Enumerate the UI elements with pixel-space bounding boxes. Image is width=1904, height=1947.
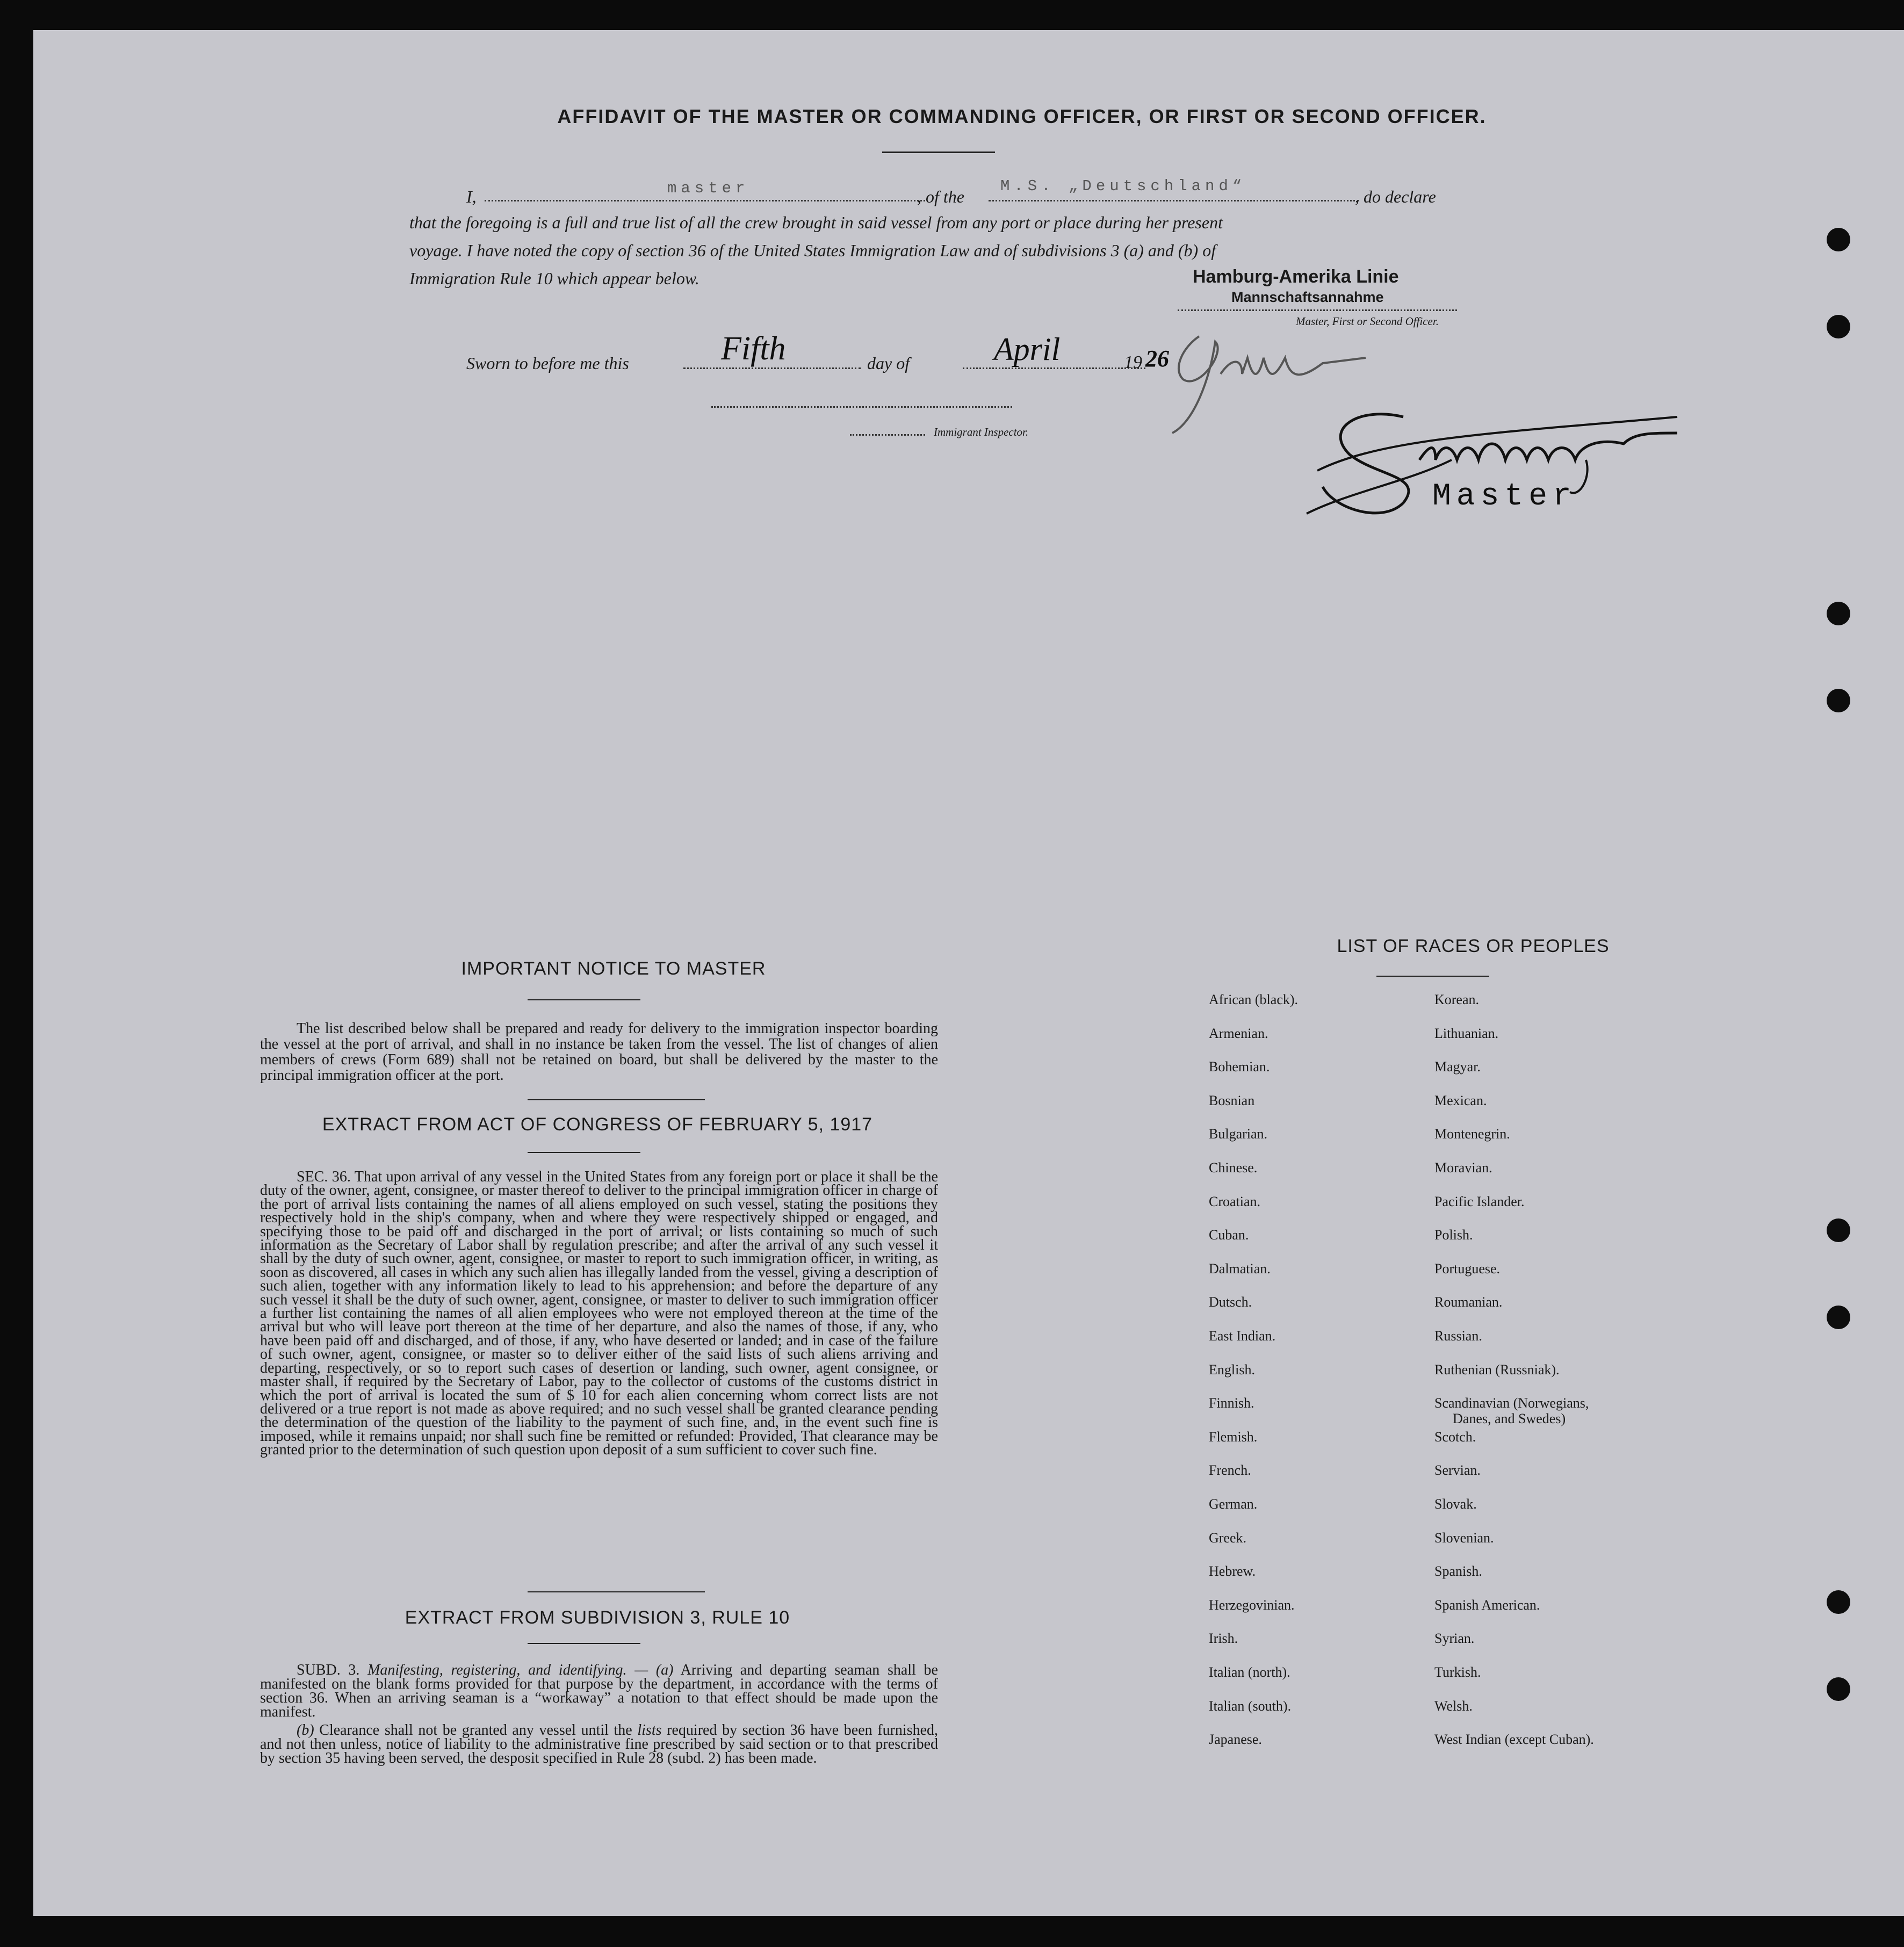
race-right-item: Montenegrin.: [1434, 1126, 1510, 1142]
punch-hole: [1827, 1590, 1850, 1614]
race-right-item: Portuguese.: [1434, 1260, 1501, 1277]
race-right-item: Scotch.: [1434, 1429, 1476, 1445]
subd-b-text-1: Clearance shall not be granted any vessel until the: [319, 1722, 632, 1739]
punch-hole: [1827, 602, 1850, 625]
race-right-item: Scandinavian (Norwegians,: [1434, 1395, 1589, 1411]
notice-heading: IMPORTANT NOTICE TO MASTER: [461, 958, 766, 979]
race-left-item: Italian (south).: [1209, 1698, 1292, 1714]
sworn-mid: day of: [867, 354, 910, 373]
act-rule: [528, 1152, 640, 1153]
race-right-item: Pacific Islander.: [1434, 1193, 1525, 1209]
race-right-item: Polish.: [1434, 1227, 1473, 1243]
act-top-rule: [528, 1099, 705, 1100]
race-scandinavian-cont: Danes, and Swedes): [1453, 1411, 1566, 1426]
race-left-item: Italian (north).: [1209, 1664, 1290, 1680]
heading-rule: [882, 152, 995, 153]
race-left-item: Finnish.: [1209, 1395, 1254, 1411]
race-right-item: Turkish.: [1434, 1664, 1481, 1680]
race-left-item: Chinese.: [1209, 1160, 1258, 1176]
affidavit-heading: AFFIDAVIT OF THE MASTER OR COMMANDING OFFICER, OR FIRST OR SECOND OFFICER.: [557, 105, 1487, 127]
sworn-day: Fifth: [721, 330, 786, 367]
race-left-item: Irish.: [1209, 1631, 1238, 1647]
race-right-item: Mexican.: [1434, 1092, 1487, 1108]
race-right-item: Spanish.: [1434, 1563, 1482, 1580]
sworn-year-prefix: 19: [1124, 352, 1142, 372]
sworn-month: April: [994, 331, 1061, 367]
race-left-item: German.: [1209, 1496, 1258, 1512]
race-right-item: Lithuanian.: [1434, 1025, 1499, 1041]
punch-hole: [1827, 228, 1850, 251]
name-blank: [485, 200, 925, 201]
subd-a-text: Arriving and departing seaman shall be manifested on the blank forms provided for that purpose by the department, in accordance with the terms of section 36. When an arriving seaman is a “workaway” a notation to that effect should be made upon the manifest.: [260, 1662, 938, 1720]
race-left-item: Bulgarian.: [1209, 1126, 1268, 1142]
rule-top-rule: [528, 1591, 705, 1592]
act-text: SEC. 36. That upon arrival of any vessel in the United States from any foreign port or place it shall be the duty of the owner, agent, consignee, or master thereof to deliver to the principal immigration officer in charge of the port of arrival lists containing the names of all aliens employed on such vessel, stating the positions they respectively hold in the ship's company, when and where they were respectively shipped or engaged, and specifying those to be paid off and discharged in the port of arrival; or lists containing so much of such information as the Secretary of Labor shall by regulation prescribe; and after the arrival of any such vessel it shall by the duty of such owner, agent, consignee, or master to report to such immigration officer, in writing, as soon as discovered, all cases in which any such alien has illegally landed from the vessel, giving a description of such alien, together with any information likely to lead to his apprehension; and before the departure of any such vessel it shall be the duty of such owner, agent, consignee, or master to deliver to such immigration officer a further list containing the names of all alien employees who were not employed thereon at the time of the arrival but who will leave port thereon at the time of her departure, and also the names of those, if any, who have been paid off and discharged, and of those, if any, who have deserted or landed; and in case of the failure of such owner, agent, consignee, or master so to deliver either of the said lists of such aliens arriving and departing, respectively, or so to report such cases of desertion or landing, such owner, agent consignee, or master shall, if required by the Secretary of Labor, pay to the collector of customs of the customs district in which the port of arrival is located the sum of $ 10 for each alien concerning whom correct lists are not delivered or a true report is not made as above required; and no such vessel shall be granted clearance pending the determination of the question of the liability to the payment of such fine, and, in the event such fine is imposed, while it remains unpaid; nor shall such fine be remitted or refunded: Provided, That clearance may be granted prior to the determination of such question upon deposit of a sum sufficient to cover such fine.: [260, 1169, 938, 1459]
subd-a-label: SUBD. 3.: [297, 1662, 360, 1678]
inspector-caption: Immigrant Inspector.: [934, 426, 1029, 438]
affidavit-line1-pre: I,: [466, 187, 477, 206]
race-left-item: Bohemian.: [1209, 1059, 1270, 1075]
subd-b-word: lists: [637, 1722, 662, 1739]
company-stamp-line2: Mannschaftsannahme: [1231, 289, 1384, 305]
document-page: [33, 30, 1904, 1916]
race-right-item: Roumanian.: [1434, 1294, 1503, 1310]
punch-hole: [1827, 1218, 1850, 1242]
races-heading: LIST OF RACES OR PEOPLES: [1337, 936, 1610, 956]
subd-b-label: (b): [297, 1722, 314, 1739]
notice-rule: [528, 999, 640, 1000]
race-right-item: Russian.: [1434, 1328, 1482, 1344]
rule-heading-rule: [528, 1643, 640, 1644]
race-left-item: Greek.: [1209, 1530, 1247, 1546]
race-left-item: Bosnian: [1209, 1092, 1255, 1108]
race-left-item: English.: [1209, 1361, 1255, 1378]
sworn-year-suffix: 26: [1145, 345, 1169, 372]
inspector-blank: [850, 434, 925, 436]
race-left-item: Dalmatian.: [1209, 1260, 1271, 1277]
race-left-item: French.: [1209, 1462, 1251, 1479]
race-left-item: East Indian.: [1209, 1328, 1276, 1344]
race-right-item: Welsh.: [1434, 1698, 1473, 1714]
punch-hole: [1827, 689, 1850, 712]
subd-a-title: Manifesting, registering, and identifying.: [367, 1662, 627, 1678]
subd-a-dash: — (a): [626, 1662, 674, 1678]
race-left-item: Hebrew.: [1209, 1563, 1256, 1580]
subd-a: [260, 1663, 938, 1719]
notice-text: The list described below shall be prepared and ready for delivery to the immigration inspector boarding the vessel at the port of arrival, and shall in no instance be taken from the vessel. The list of changes of alien members of crews (Form 689) shall not be retained on board, but shall be delivered by the master to the principal immigration officer at the port.: [260, 1020, 938, 1084]
race-left-item: African (black).: [1209, 992, 1299, 1007]
punch-hole: [1827, 1677, 1850, 1701]
name-field-value: master: [667, 179, 749, 197]
company-stamp-line1: Hamburg-Amerika Linie: [1193, 266, 1399, 287]
race-left-item: Armenian.: [1209, 1025, 1268, 1041]
punch-hole: [1827, 1306, 1850, 1329]
officer-signature-blank: [1178, 309, 1457, 311]
rule-heading: EXTRACT FROM SUBDIVISION 3, RULE 10: [405, 1607, 790, 1628]
race-left-item: Herzegovinian.: [1209, 1597, 1295, 1613]
affidavit-line1-post: , do declare: [1355, 187, 1436, 206]
race-left-item: Japanese.: [1209, 1732, 1262, 1748]
act-heading: EXTRACT FROM ACT OF CONGRESS OF FEBRUARY 5, 1917: [322, 1114, 873, 1135]
inspector-blank-upper: [711, 406, 1012, 408]
race-right-item: Ruthenian (Russniak).: [1434, 1361, 1560, 1378]
punch-hole: [1827, 315, 1850, 338]
race-right-item: Spanish American.: [1434, 1597, 1540, 1613]
master-title-handwritten: Master: [1432, 479, 1577, 514]
race-left-item: Flemish.: [1209, 1429, 1258, 1445]
race-right-item: Slovenian.: [1434, 1530, 1494, 1546]
vessel-field-value: M.S. „Deutschland“: [1000, 177, 1246, 195]
race-right-item: Magyar.: [1434, 1059, 1481, 1075]
race-left-item: Dutsch.: [1209, 1294, 1252, 1310]
race-right-item: Servian.: [1434, 1462, 1481, 1479]
vessel-blank: [989, 200, 1359, 201]
race-right-item: Syrian.: [1434, 1631, 1475, 1647]
race-left-item: Croatian.: [1209, 1193, 1261, 1209]
affidavit-line3: voyage. I have noted the copy of section 36 of the United States Immigration Law and of subdivisions 3 (a) and (b) of: [409, 241, 1216, 260]
affidavit-line2: that the foregoing is a full and true list of all the crew brought in said vessel from any port or place during her present: [409, 213, 1223, 232]
race-right-item: Korean.: [1434, 992, 1480, 1007]
subd-b: [260, 1724, 938, 1765]
race-right-item: Moravian.: [1434, 1160, 1492, 1176]
races-rule: [1376, 976, 1489, 977]
officer-caption: Master, First or Second Officer.: [1296, 315, 1439, 328]
race-right-item: Slovak.: [1434, 1496, 1477, 1512]
subd-b-text-2: required by section 36 have been furnished, and not then unless, notice of liability to the administrative fine prescribed by said section or to that prescribed by section 35 having been served, the desposit specified in Rule 28 (subd. 2) has been made.: [260, 1722, 939, 1766]
race-right-item: West Indian (except Cuban).: [1434, 1732, 1594, 1748]
affidavit-line1-mid: , of the: [917, 187, 964, 206]
affidavit-line4: Immigration Rule 10 which appear below.: [409, 269, 699, 288]
sworn-pre: Sworn to before me this: [466, 354, 629, 373]
race-left-item: Cuban.: [1209, 1227, 1249, 1243]
